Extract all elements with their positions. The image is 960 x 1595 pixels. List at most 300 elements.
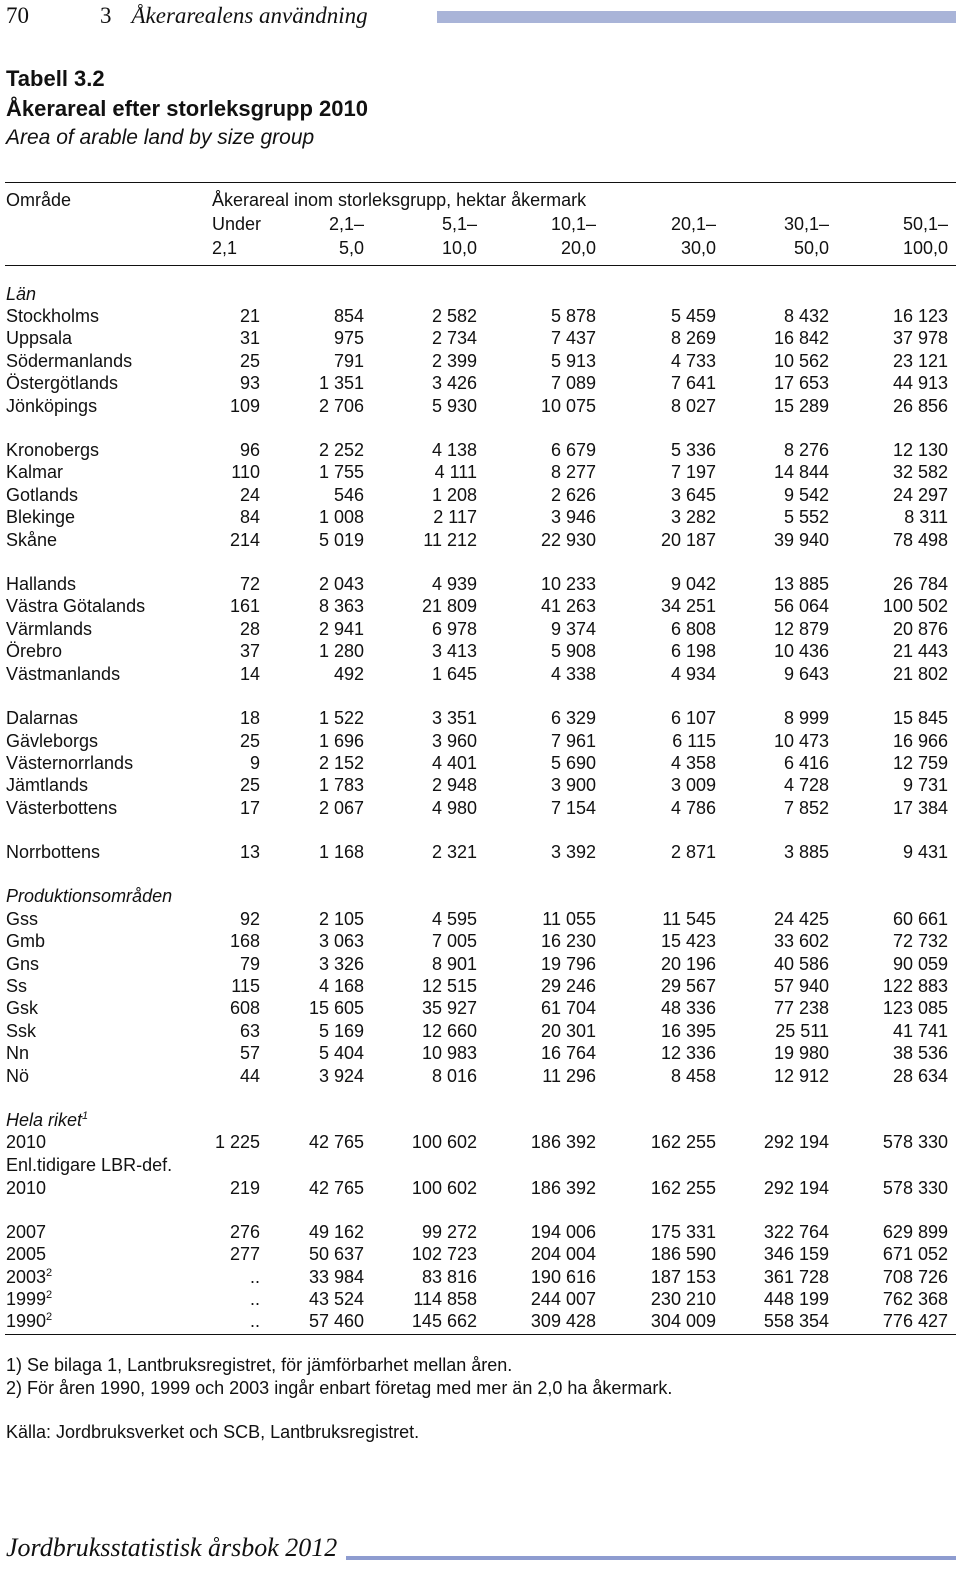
- value-cell: 41 741: [892, 1021, 948, 1041]
- value-cell: 3 426: [431, 373, 477, 393]
- value-cell: 9 431: [902, 842, 948, 862]
- value-cell: 292 194: [763, 1178, 829, 1198]
- value-cell: 2 117: [433, 507, 477, 527]
- row-label-text: 2007: [6, 1222, 47, 1242]
- page-header: [0, 0, 960, 32]
- value-cell: 776 427: [882, 1311, 948, 1331]
- value-cell: 708 726: [882, 1267, 948, 1287]
- value-cell: 304 009: [650, 1311, 716, 1331]
- footnote-ref: 2: [46, 1267, 53, 1279]
- value-cell: 41 263: [540, 596, 596, 616]
- value-cell: 34 251: [660, 596, 716, 616]
- table-row: [0, 753, 960, 775]
- value-cell: 791: [333, 351, 364, 371]
- value-cell: 13 885: [773, 574, 829, 594]
- table-label: Tabell 3.2: [6, 66, 105, 91]
- row-label-text: Hallands: [6, 574, 77, 594]
- row-label-text: Jönköpings: [6, 396, 98, 416]
- value-cell: 5 336: [670, 440, 716, 460]
- table-row: [0, 664, 960, 686]
- row-label: [6, 574, 76, 595]
- value-cell: 1 280: [318, 641, 364, 661]
- table-row: [0, 373, 960, 395]
- value-cell: 100 502: [882, 596, 948, 616]
- section-label: Län: [6, 284, 37, 304]
- value-cell: 35 927: [421, 998, 477, 1018]
- value-cell: 9: [249, 753, 260, 773]
- table-row: [0, 306, 960, 328]
- value-cell: 24 425: [773, 909, 829, 929]
- row-label-text: Värmlands: [6, 619, 93, 639]
- header-decor-bar: [437, 11, 956, 23]
- row-label: [6, 976, 27, 997]
- value-cell: 110: [231, 462, 260, 482]
- value-cell: 3 645: [670, 485, 716, 505]
- row-label-text: Jämtlands: [6, 775, 89, 795]
- row-label: [6, 530, 57, 551]
- value-cell: 13: [239, 842, 260, 862]
- value-cell: 100 602: [411, 1132, 477, 1152]
- value-cell: 5 404: [318, 1043, 364, 1063]
- value-cell: 2 941: [318, 619, 364, 639]
- header-top-cell: 5,1–: [441, 214, 477, 234]
- row-label-text: 2003: [6, 1267, 47, 1287]
- row-label: [6, 842, 100, 863]
- value-cell: 17 653: [773, 373, 829, 393]
- row-label: [6, 396, 97, 417]
- row-label: [6, 462, 63, 483]
- value-cell: 322 764: [763, 1222, 829, 1242]
- table-row: [0, 798, 960, 820]
- value-cell: 16 230: [540, 931, 596, 951]
- table-row: [0, 1267, 960, 1289]
- value-cell: 10 436: [773, 641, 829, 661]
- row-label: [6, 798, 117, 819]
- row-label-text: Skåne: [6, 530, 58, 550]
- value-cell: 17 384: [892, 798, 948, 818]
- value-cell: 3 009: [670, 775, 716, 795]
- row-label-text: Västmanlands: [6, 664, 121, 684]
- value-cell: 2 252: [318, 440, 364, 460]
- row-label-text: Kalmar: [6, 462, 64, 482]
- value-cell: 1 351: [318, 373, 364, 393]
- column-header-top-row: [0, 214, 960, 236]
- value-cell: 15 423: [660, 931, 716, 951]
- value-cell: 6 416: [783, 753, 829, 773]
- value-cell: 43 524: [308, 1289, 364, 1309]
- value-cell: 26 784: [892, 574, 948, 594]
- value-cell: 57 940: [773, 976, 829, 996]
- value-cell: 558 354: [763, 1311, 829, 1331]
- value-cell: 25 511: [775, 1021, 829, 1041]
- value-cell: 5 930: [431, 396, 477, 416]
- value-cell: 2 105: [318, 909, 364, 929]
- value-cell: 102 723: [411, 1244, 477, 1264]
- value-cell: 20 876: [892, 619, 948, 639]
- value-cell: 12 130: [892, 440, 948, 460]
- row-label-text: Västra Götalands: [6, 596, 146, 616]
- header-bottom-cell: 10,0: [441, 238, 477, 258]
- value-cell: 15 605: [308, 998, 364, 1018]
- value-cell: 12 879: [773, 619, 829, 639]
- value-cell: 20 187: [660, 530, 716, 550]
- row-label: [6, 753, 133, 774]
- value-cell: 96: [239, 440, 260, 460]
- value-cell: 292 194: [763, 1132, 829, 1152]
- value-cell: 1 522: [318, 708, 364, 728]
- value-cell: 7 089: [550, 373, 596, 393]
- table-row: [0, 328, 960, 350]
- value-cell: 2 321: [431, 842, 477, 862]
- value-cell: 7 154: [550, 798, 596, 818]
- value-cell: 578 330: [882, 1178, 948, 1198]
- value-cell: 44 913: [892, 373, 948, 393]
- value-cell: 1 783: [318, 775, 364, 795]
- value-cell: 48 336: [660, 998, 716, 1018]
- table-row: [0, 909, 960, 931]
- row-label: [6, 641, 62, 662]
- row-label-text: Nn: [6, 1043, 30, 1063]
- value-cell: 214: [229, 530, 260, 550]
- value-cell: 4 934: [670, 664, 716, 684]
- footnote-ref: 1: [82, 1110, 89, 1122]
- table-row: [0, 574, 960, 596]
- enl-label: Enl.tidigare LBR-def.: [6, 1155, 173, 1175]
- value-cell: 8 016: [431, 1066, 477, 1086]
- row-label-text: Dalarnas: [6, 708, 79, 728]
- value-cell: 4 980: [431, 798, 477, 818]
- table-title: Åkerareal efter storleksgrupp 2010: [6, 96, 368, 121]
- row-label-text: Kronobergs: [6, 440, 100, 460]
- value-cell: 3 885: [783, 842, 829, 862]
- value-cell: 9 731: [902, 775, 948, 795]
- value-cell: 204 004: [530, 1244, 596, 1264]
- row-label-text: Gss: [6, 909, 39, 929]
- value-cell: 4 111: [434, 462, 477, 482]
- value-cell: 18: [239, 708, 260, 728]
- value-cell: 162 255: [650, 1132, 716, 1152]
- row-label: [6, 440, 99, 461]
- value-cell: 3 924: [318, 1066, 364, 1086]
- row-label: [6, 1267, 52, 1288]
- value-cell: 20 196: [660, 954, 716, 974]
- table-row: [0, 1132, 960, 1154]
- table-row: [0, 1066, 960, 1088]
- header-bottom-cell: 2,1: [212, 238, 238, 258]
- table-row: [0, 641, 960, 663]
- value-cell: 4 401: [431, 753, 477, 773]
- value-cell: 15 845: [892, 708, 948, 728]
- value-cell: 26 856: [892, 396, 948, 416]
- row-label: [6, 596, 145, 617]
- value-cell: 23 121: [892, 351, 948, 371]
- value-cell: 7 005: [431, 931, 477, 951]
- value-cell: 671 052: [882, 1244, 948, 1264]
- column-header-group: Åkerareal inom storleksgrupp, hektar åkermark: [212, 190, 587, 210]
- table-row: [0, 1311, 960, 1333]
- row-label: [6, 485, 78, 506]
- value-cell: 4 138: [431, 440, 477, 460]
- value-cell: 3 326: [318, 954, 364, 974]
- table-header-rule: [5, 265, 956, 266]
- section-heading-riket: [0, 1110, 960, 1132]
- table-row: [0, 530, 960, 552]
- value-cell: 8 363: [318, 596, 364, 616]
- value-cell: 39 940: [773, 530, 829, 550]
- value-cell: 5 169: [318, 1021, 364, 1041]
- row-label: [6, 909, 38, 930]
- row-label-text: Gävleborgs: [6, 731, 99, 751]
- table-row: [0, 462, 960, 484]
- table-row: [0, 954, 960, 976]
- page-number: 70: [6, 3, 29, 28]
- footnote-1: 1) Se bilaga 1, Lantbruksregistret, för jämförbarhet mellan åren.: [6, 1355, 513, 1375]
- value-cell: 2 948: [431, 775, 477, 795]
- value-cell: 57: [239, 1043, 260, 1063]
- table-row: [0, 440, 960, 462]
- value-cell: 79: [239, 954, 260, 974]
- value-cell: 12 336: [660, 1043, 716, 1063]
- value-cell: 5 459: [670, 306, 716, 326]
- value-cell: 37 978: [892, 328, 948, 348]
- value-cell: 12 912: [773, 1066, 829, 1086]
- value-cell: 28: [239, 619, 260, 639]
- value-cell: 8 901: [431, 954, 477, 974]
- value-cell: 5 878: [550, 306, 596, 326]
- row-label-text: Gsk: [6, 998, 39, 1018]
- value-cell: 115: [231, 976, 260, 996]
- value-cell: 21 802: [892, 664, 948, 684]
- value-cell: 37: [239, 641, 260, 661]
- row-label: [6, 507, 75, 528]
- header-bottom-cell: 50,0: [793, 238, 829, 258]
- value-cell: 2 152: [318, 753, 364, 773]
- value-cell: 4 595: [431, 909, 477, 929]
- value-cell: 4 939: [431, 574, 477, 594]
- value-cell: 42 765: [308, 1178, 364, 1198]
- value-cell: 92: [239, 909, 260, 929]
- table-row: [0, 1222, 960, 1244]
- value-cell: 230 210: [650, 1289, 716, 1309]
- value-cell: 16 764: [540, 1043, 596, 1063]
- row-label-text: 2010: [6, 1132, 47, 1152]
- value-cell: 3 960: [431, 731, 477, 751]
- value-cell: 9 374: [550, 619, 596, 639]
- value-cell: 2 871: [670, 842, 716, 862]
- value-cell: 194 006: [530, 1222, 596, 1242]
- value-cell: 6 107: [670, 708, 716, 728]
- value-cell: 61 704: [540, 998, 596, 1018]
- value-cell: 1 645: [431, 664, 477, 684]
- row-label: [6, 373, 118, 394]
- value-cell: 21 443: [892, 641, 948, 661]
- value-cell: 12 515: [421, 976, 477, 996]
- value-cell: 11 296: [542, 1066, 596, 1086]
- row-label: [6, 1043, 29, 1064]
- value-cell: 608: [229, 998, 260, 1018]
- value-cell: 4 728: [783, 775, 829, 795]
- value-cell: 33 984: [308, 1267, 364, 1287]
- column-header-area: Område: [6, 190, 72, 210]
- value-cell: 40 586: [773, 954, 829, 974]
- value-cell: 186 392: [530, 1132, 596, 1152]
- row-label: [6, 1311, 52, 1332]
- table-bottom-rule: [5, 1334, 956, 1335]
- value-cell: 3 946: [550, 507, 596, 527]
- value-cell: 109: [229, 396, 260, 416]
- value-cell: 99 272: [421, 1222, 477, 1242]
- row-label-text: Västernorrlands: [6, 753, 134, 773]
- value-cell: 2 067: [318, 798, 364, 818]
- value-cell: 2 734: [431, 328, 477, 348]
- value-cell: 24: [239, 485, 260, 505]
- value-cell: 5 552: [783, 507, 829, 527]
- value-cell: 16 842: [773, 328, 829, 348]
- row-label: [6, 998, 38, 1019]
- header-top-cell: Under: [212, 214, 262, 234]
- value-cell: 1 168: [318, 842, 364, 862]
- value-cell: 20 301: [540, 1021, 596, 1041]
- value-cell: 186 392: [530, 1178, 596, 1198]
- value-cell: 1 696: [318, 731, 364, 751]
- value-cell: 49 162: [308, 1222, 364, 1242]
- value-cell: 9 042: [670, 574, 716, 594]
- value-cell: 25: [239, 731, 260, 751]
- value-cell: 10 562: [773, 351, 829, 371]
- value-cell: 21 809: [421, 596, 477, 616]
- value-cell: 10 233: [540, 574, 596, 594]
- value-cell: 14 844: [773, 462, 829, 482]
- row-label-text: Stockholms: [6, 306, 100, 326]
- value-cell: 60 661: [892, 909, 948, 929]
- value-cell: 24 297: [892, 485, 948, 505]
- value-cell: 8 277: [550, 462, 596, 482]
- header-bottom-cell: 30,0: [680, 238, 716, 258]
- row-label-text: Blekinge: [6, 507, 76, 527]
- source-note: Källa: Jordbruksverket och SCB, Lantbruksregistret.: [6, 1422, 420, 1442]
- header-top-cell: 20,1–: [670, 214, 716, 234]
- value-cell: 15 289: [773, 396, 829, 416]
- row-label-text: Ss: [6, 976, 28, 996]
- value-cell: 63: [239, 1021, 260, 1041]
- chapter-title: Åkerarealens användning: [131, 3, 368, 28]
- value-cell: 11 212: [423, 530, 477, 550]
- value-cell: 10 983: [421, 1043, 477, 1063]
- footer-decor-bar: [346, 1556, 956, 1560]
- value-cell: 629 899: [882, 1222, 948, 1242]
- table-row: [0, 1289, 960, 1311]
- section-label-text: Hela riket: [6, 1110, 83, 1130]
- table-row: [0, 931, 960, 953]
- chapter-heading: [100, 3, 368, 29]
- section-heading-lan: [0, 284, 960, 306]
- table-row: [0, 976, 960, 998]
- value-cell: 16 966: [892, 731, 948, 751]
- value-cell: 56 064: [773, 596, 829, 616]
- header-top-cell: 30,1–: [783, 214, 829, 234]
- table-row: [0, 1021, 960, 1043]
- value-cell: 219: [229, 1178, 260, 1198]
- column-header-bottom-row: [0, 238, 960, 260]
- value-cell: 1 755: [318, 462, 364, 482]
- value-cell: 123 085: [882, 998, 948, 1018]
- value-cell: 145 662: [411, 1311, 477, 1331]
- value-cell: 5 690: [550, 753, 596, 773]
- value-cell: 448 199: [763, 1289, 829, 1309]
- value-cell: 190 616: [530, 1267, 596, 1287]
- value-cell: 2 706: [318, 396, 364, 416]
- table-row: [0, 507, 960, 529]
- value-cell: 854: [333, 306, 364, 326]
- value-cell: 9 643: [783, 664, 829, 684]
- value-cell: 7 641: [670, 373, 716, 393]
- value-cell: 6 198: [670, 641, 716, 661]
- value-cell: 122 883: [882, 976, 948, 996]
- value-cell: 6 679: [550, 440, 596, 460]
- table-row: [0, 775, 960, 797]
- value-cell: ..: [249, 1311, 260, 1331]
- value-cell: 6 329: [550, 708, 596, 728]
- table-row: [0, 998, 960, 1020]
- enl-label-row: [0, 1155, 960, 1177]
- value-cell: 4 168: [318, 976, 364, 996]
- value-cell: 11 545: [662, 909, 716, 929]
- value-cell: 10 075: [540, 396, 596, 416]
- value-cell: 10 473: [773, 731, 829, 751]
- value-cell: 72: [239, 574, 260, 594]
- value-cell: 3 282: [670, 507, 716, 527]
- value-cell: 77 238: [773, 998, 829, 1018]
- value-cell: 3 351: [431, 708, 477, 728]
- value-cell: 19 980: [773, 1043, 829, 1063]
- table-row: [0, 1244, 960, 1266]
- section-heading-produktion: [0, 886, 960, 908]
- table-row: [0, 396, 960, 418]
- header-top-cell: 50,1–: [902, 214, 948, 234]
- section-label: Produktionsområden: [6, 886, 173, 906]
- value-cell: 346 159: [763, 1244, 829, 1264]
- row-label-text: Gns: [6, 954, 40, 974]
- value-cell: 162 255: [650, 1178, 716, 1198]
- row-label: [6, 328, 72, 349]
- value-cell: 57 460: [308, 1311, 364, 1331]
- row-label-text: Uppsala: [6, 328, 73, 348]
- row-label-text: Ssk: [6, 1021, 37, 1041]
- row-label: [6, 306, 99, 327]
- table-row: [0, 619, 960, 641]
- row-label: [6, 954, 39, 975]
- value-cell: 50 637: [308, 1244, 364, 1264]
- value-cell: 3 900: [550, 775, 596, 795]
- table-row: [0, 351, 960, 373]
- header-bottom-cell: 20,0: [560, 238, 596, 258]
- value-cell: 7 437: [550, 328, 596, 348]
- value-cell: 6 808: [670, 619, 716, 639]
- row-label: [6, 351, 132, 372]
- value-cell: 8 311: [904, 507, 948, 527]
- value-cell: 90 059: [892, 954, 948, 974]
- row-label: [6, 731, 98, 752]
- value-cell: 2 626: [550, 485, 596, 505]
- header-top-cell: 2,1–: [328, 214, 364, 234]
- value-cell: 8 458: [670, 1066, 716, 1086]
- value-cell: 1 008: [318, 507, 364, 527]
- value-cell: 186 590: [650, 1244, 716, 1264]
- value-cell: 1 225: [214, 1132, 260, 1152]
- chapter-number: 3: [100, 3, 112, 28]
- value-cell: 11 055: [542, 909, 596, 929]
- row-label: [6, 1289, 52, 1310]
